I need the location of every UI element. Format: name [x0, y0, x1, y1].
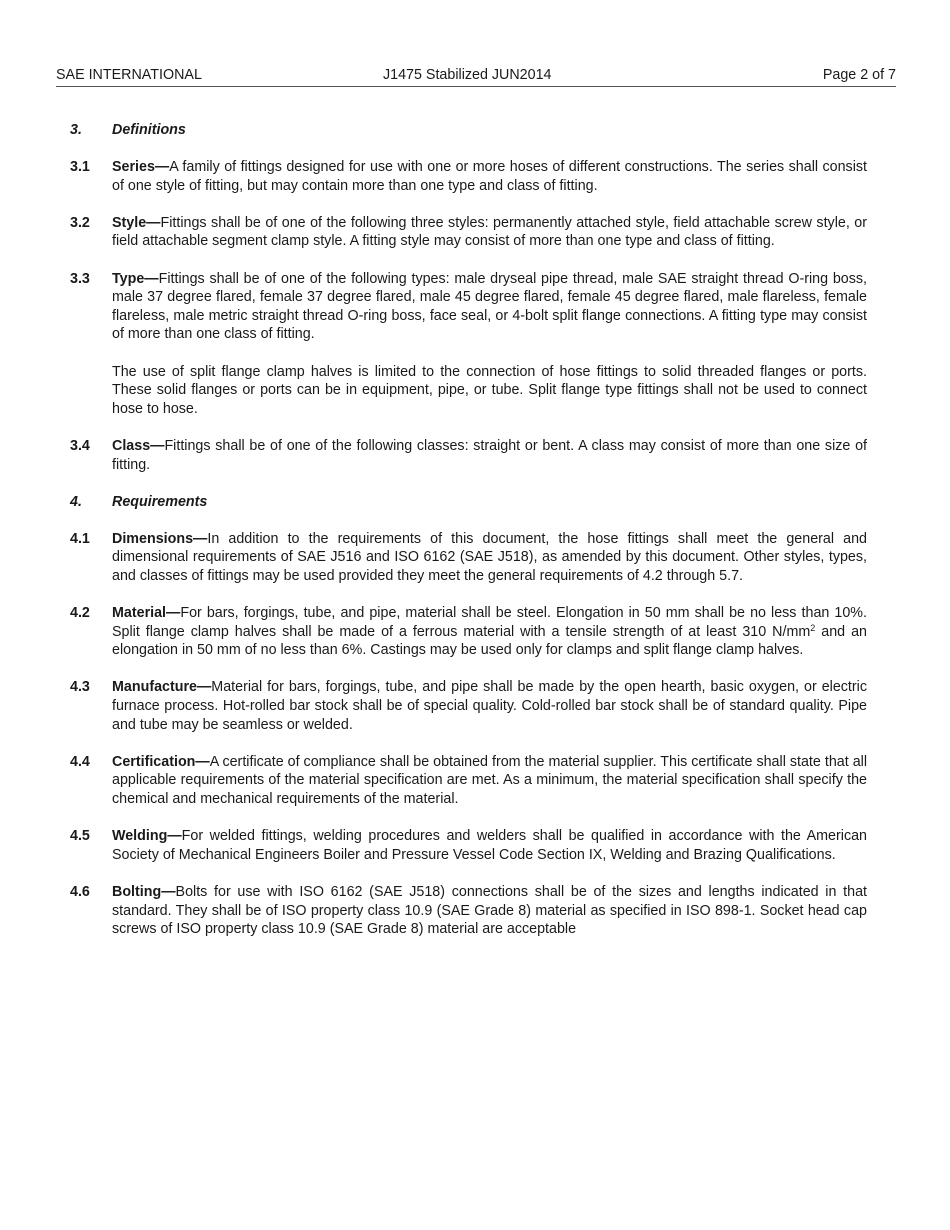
- clause-4-6: [70, 883, 867, 939]
- clause-term: Manufacture—: [112, 679, 212, 696]
- clause-text: [112, 214, 867, 251]
- header-organization: SAE INTERNATIONAL: [56, 67, 202, 83]
- header-document-id: J1475 Stabilized JUN2014: [383, 67, 552, 83]
- superscript: 2: [810, 622, 816, 633]
- clause-4-3: [70, 678, 867, 734]
- clause-4-4: [70, 753, 867, 809]
- clause-body: In addition to the requirements of this document, the hose fittings shall meet the general and dimensional requirements of SAE J516 and ISO 6162 (SAE J518), as amended by this document. Other styles, types, and classes of fittings may be used provided they meet the general requirements of 4.2 through 5.7.: [112, 530, 867, 584]
- clause-body: For welded fittings, welding procedures and welders shall be qualified in accordance with the American Society of Mechanical Engineers Boiler and Pressure Vessel Code Section IX, Welding and Brazing Qualifications.: [112, 828, 867, 863]
- clause-body: Material for bars, forgings, tube, and pipe shall be made by the open hearth, basic oxygen, or electric furnace process. Hot-rolled bar stock shall be of special quality. Cold-rolled bar stock shall be of standard quality. Pipe and tube may be seamless or welded.: [112, 679, 867, 733]
- clause-body: Fittings shall be of one of the following classes: straight or bent. A class may consist of more than one size of fitting.: [112, 437, 867, 473]
- clause-text: [112, 753, 867, 809]
- clause-body: A certificate of compliance shall be obtained from the material supplier. This certificate shall state that all applicable requirements of the material specification are met. As a minimum, the material specification shall specify the chemical and mechanical requirements of the material.: [112, 753, 867, 807]
- section-title: Requirements: [112, 493, 208, 510]
- clause-number: 4.6: [70, 883, 90, 900]
- clause-4-1: [70, 530, 867, 586]
- clause-number: 4.5: [70, 828, 90, 845]
- clause-body: Fittings shall be of one of the following types: male dryseal pipe thread, male SAE straight thread O-ring boss, male 37 degree flared, female 37 degree flared, male 45 degree flared, female 45 degree flared, male flareless, female flareless, male metric straight thread O-ring boss, face seal, or 4-bolt split flange connections. A fitting type may consist of more than one class of fitting.: [112, 270, 867, 343]
- clause-term: Dimensions—: [112, 530, 208, 547]
- clause-term: Bolting—: [112, 883, 176, 900]
- document-body: [70, 121, 867, 957]
- clause-4-5: [70, 827, 867, 864]
- clause-text: [112, 437, 867, 474]
- clause-term: Style—: [112, 214, 161, 231]
- clause-text: [112, 678, 867, 734]
- section-heading-definitions: [70, 121, 867, 139]
- clause-term: Material—: [112, 605, 181, 622]
- clause-body: For bars, forgings, tube, and pipe, material shall be steel. Elongation in 50 mm shall be no less than 10%. Split flange clamp halves shall be made of a ferrous material with a tensile strength of at least 310 N/mm: [112, 605, 867, 640]
- clause-number: 4.4: [70, 753, 90, 770]
- clause-text: [112, 530, 867, 586]
- clause-number: 3.2: [70, 214, 90, 231]
- clause-term: Type—: [112, 270, 159, 287]
- clause-number: 3.3: [70, 270, 90, 287]
- clause-term: Series—: [112, 159, 170, 175]
- clause-text: [112, 270, 867, 344]
- clause-body-continued: and an elongation in 50 mm of no less than 6%. Castings may be used only for clamps and split flange clamp halves.: [112, 623, 867, 659]
- clause-text: [112, 883, 867, 939]
- clause-text: [112, 158, 867, 195]
- clause-text: [112, 827, 867, 864]
- header-page-number: Page 2 of 7: [822, 67, 896, 83]
- clause-number: 4.1: [70, 530, 90, 547]
- clause-body: Bolts for use with ISO 6162 (SAE J518) connections shall be of the sizes and lengths indicated in that standard. They shall be of ISO property class 10.9 (SAE Grade 8) material as specified in ISO 898-1. Socket head cap screws of ISO property class 10.9 (SAE Grade 8) material are acceptable: [112, 883, 867, 938]
- clause-paragraph-2: The use of split flange clamp halves is limited to the connection of hose fittings to solid threaded flanges or ports. These solid flanges or ports can be in equipment, pipe, or tube. Split flange type fittings shall not be used to connect hose to hose.: [112, 363, 867, 417]
- section-heading-requirements: [70, 493, 867, 511]
- clause-body: Fittings shall be of one of the following three styles: permanently attached style, field attachable screw style, or field attachable segment clamp style. A fitting style may consist of more than one type and class of fitting.: [112, 214, 867, 250]
- clause-number: 3.1: [70, 159, 90, 175]
- clause-term: Welding—: [112, 828, 182, 845]
- clause-number: 4.3: [70, 679, 90, 696]
- section-number: 3.: [70, 122, 82, 138]
- clause-3-4: [70, 437, 867, 474]
- clause-4-2: [70, 604, 867, 660]
- clause-3-1: [70, 158, 867, 195]
- clause-number: 4.2: [70, 605, 90, 622]
- clause-text: [112, 604, 867, 660]
- clause-3-3: [70, 270, 867, 419]
- clause-term: Certification—: [112, 753, 210, 770]
- clause-number: 3.4: [70, 437, 90, 454]
- clause-3-2: [70, 214, 867, 251]
- section-number: 4.: [70, 493, 82, 510]
- page-header: [56, 66, 896, 87]
- clause-term: Class—: [112, 437, 165, 454]
- section-title: Definitions: [112, 122, 186, 138]
- clause-body: A family of fittings designed for use with one or more hoses of different constructions. The series shall consist of one style of fitting, but may contain more than one type and class of fitting.: [112, 159, 867, 194]
